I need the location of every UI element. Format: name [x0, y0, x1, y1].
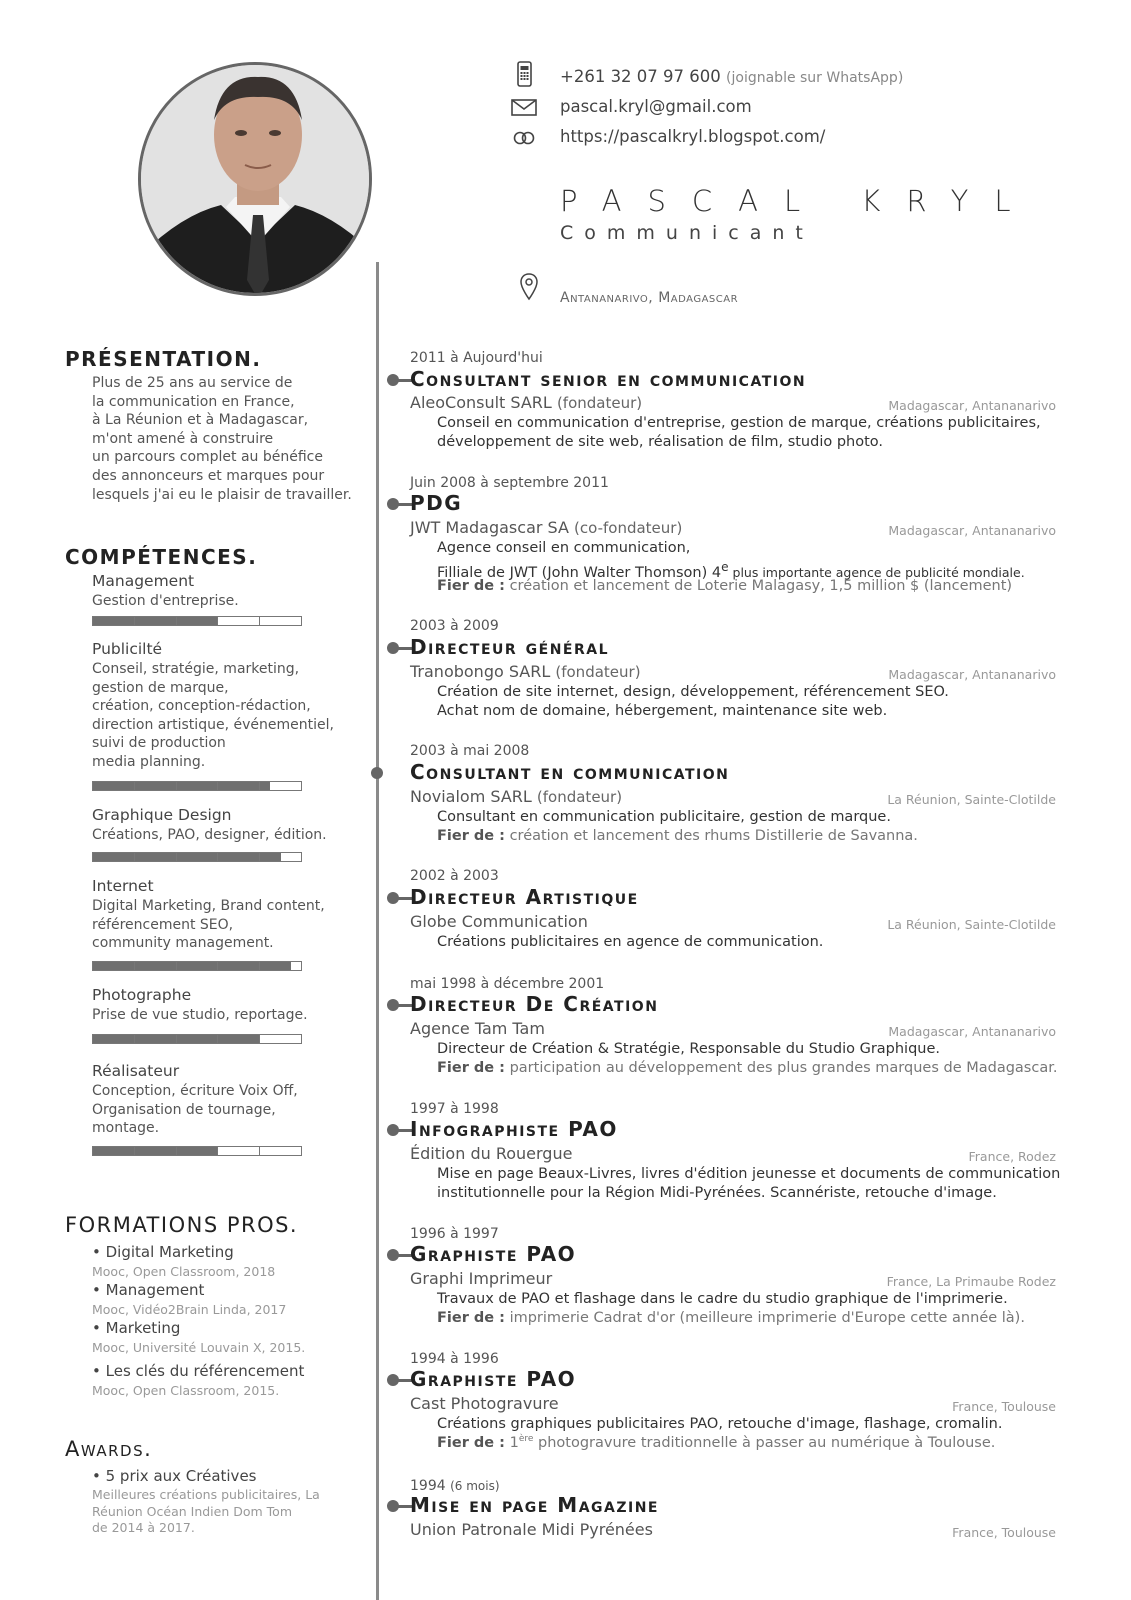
- exp-company: Graphi Imprimeur: [410, 1269, 553, 1288]
- exp-desc: Directeur de Création & Stratégie, Responsable du Studio Graphique.: [437, 1041, 941, 1057]
- exp-place: La Réunion, Sainte-Clotilde: [887, 792, 1056, 807]
- exp-title: Graphiste PAO: [410, 1367, 577, 1391]
- exp-place: France, Toulouse: [952, 1525, 1056, 1540]
- exp-date: 1994 (6 mois): [410, 1478, 500, 1494]
- location-pin-icon: [519, 272, 539, 306]
- skill-bar-fill: [177, 853, 218, 861]
- person-name: PASCAL KRYL: [560, 184, 1037, 218]
- exp-proud: Fier de : 1ère photogravure traditionnelle à passer au numérique à Toulouse.: [437, 1434, 996, 1451]
- profile-photo: [138, 62, 372, 296]
- exp-place: France, La Primaube Rodez: [886, 1274, 1056, 1289]
- skill-desc: Prise de vue studio, reportage.: [92, 1007, 308, 1023]
- skill-bar-segment: [93, 853, 135, 861]
- skill-title: Réalisateur: [92, 1062, 180, 1080]
- skill-bar-segment: [135, 1147, 177, 1155]
- exp-desc: Agence conseil en communication, Filliale de JWT (John Walter Thomson) 4e plus importante agence de publicité mondiale.: [437, 540, 1025, 581]
- skill-bar-fill: [177, 1147, 218, 1155]
- exp-title: Directeur Artistique: [410, 885, 639, 909]
- skill-bar-fill: [135, 1035, 176, 1043]
- skill-bar-segment: [218, 853, 260, 861]
- skill-desc: Conception, écriture Voix Off, Organisation de tournage, montage.: [92, 1083, 298, 1137]
- skill-title: Publicilté: [92, 640, 163, 658]
- exp-proud: Fier de : participation au développement des plus grandes marques de Madagascar.: [437, 1060, 1058, 1076]
- award-sub: Meilleures créations publicitaires, La Réunion Océan Indien Dom Tom de 2014 à 2017.: [92, 1487, 320, 1535]
- website-link[interactable]: https://pascalkryl.blogspot.com/: [560, 127, 826, 146]
- skill-level-bar: [92, 852, 302, 862]
- exp-place: France, Rodez: [968, 1149, 1056, 1164]
- exp-title: Mise en page Magazine: [410, 1493, 659, 1517]
- skill-bar-fill: [177, 962, 218, 970]
- skill-bar-fill: [93, 617, 134, 625]
- skill-bar-fill: [93, 1147, 134, 1155]
- phone-note: (joignable sur WhatsApp): [726, 70, 904, 86]
- skill-bar-fill: [218, 962, 259, 970]
- skill-title: Management: [92, 572, 195, 590]
- skill-bar-fill: [260, 962, 291, 970]
- skill-bar-segment: [260, 782, 301, 790]
- exp-company: Novialom SARL (fondateur): [410, 787, 623, 806]
- skill-bar-fill: [177, 617, 218, 625]
- skill-bar-fill: [93, 853, 134, 861]
- skill-level-bar: [92, 781, 302, 791]
- skill-bar-segment: [177, 1147, 219, 1155]
- exp-title: Consultant en communication: [410, 760, 730, 784]
- timeline-line: [376, 262, 379, 1600]
- skill-bar-segment: [177, 782, 219, 790]
- skill-bar-segment: [218, 1147, 260, 1155]
- skill-bar-fill: [93, 1035, 134, 1043]
- awards-heading: Awards.: [65, 1437, 153, 1461]
- skill-title: Graphique Design: [92, 806, 232, 824]
- exp-proud: Fier de : création et lancement de Loterie Malagasy, 1,5 million $ (lancement): [437, 578, 1013, 594]
- mail-icon: [510, 98, 538, 122]
- skill-bar-fill: [218, 853, 259, 861]
- skill-bar-segment: [260, 962, 301, 970]
- formation-item: • Management: [92, 1281, 205, 1299]
- skill-bar-segment: [135, 853, 177, 861]
- exp-company: AleoConsult SARL (fondateur): [410, 393, 643, 412]
- skill-bar-segment: [260, 853, 301, 861]
- formation-sub: Mooc, Open Classroom, 2018: [92, 1264, 276, 1279]
- phone-contact: [560, 67, 903, 86]
- exp-title: PDG: [410, 491, 463, 515]
- skill-title: Photographe: [92, 986, 192, 1004]
- skill-bar-fill: [177, 782, 218, 790]
- skill-desc: Gestion d'entreprise.: [92, 593, 239, 609]
- skill-bar-fill: [93, 782, 134, 790]
- skill-desc: Créations, PAO, designer, édition.: [92, 827, 327, 843]
- exp-place: France, Toulouse: [952, 1399, 1056, 1414]
- email-link[interactable]: pascal.kryl@gmail.com: [560, 97, 752, 116]
- formation-item: • Marketing: [92, 1319, 181, 1337]
- formation-item: • Digital Marketing: [92, 1243, 234, 1261]
- portrait-illustration: [141, 65, 372, 296]
- exp-company: Édition du Rouergue: [410, 1144, 573, 1163]
- link-icon: [510, 130, 538, 154]
- skill-bar-segment: [135, 962, 177, 970]
- exp-title: Directeur général: [410, 635, 610, 659]
- formations-heading: FORMATIONS PROS.: [65, 1213, 299, 1237]
- skill-bar-fill: [260, 782, 270, 790]
- skill-bar-segment: [93, 1035, 135, 1043]
- skill-bar-segment: [135, 782, 177, 790]
- exp-title: Graphiste PAO: [410, 1242, 577, 1266]
- exp-desc: Conseil en communication d'entreprise, gestion de marque, créations publicitaires, développement de site web, réalisation de film, studio photo.: [437, 415, 1041, 450]
- phone-icon: [510, 61, 538, 85]
- skill-bar-segment: [177, 1035, 219, 1043]
- exp-date: Juin 2008 à septembre 2011: [410, 475, 609, 491]
- exp-date: 2003 à 2009: [410, 618, 499, 634]
- skill-bar-segment: [93, 1147, 135, 1155]
- skill-bar-fill: [135, 617, 176, 625]
- skill-bar-fill: [218, 782, 259, 790]
- exp-place: Madagascar, Antananarivo: [888, 523, 1056, 538]
- skills-heading: COMPÉTENCES.: [65, 545, 258, 569]
- exp-desc: Création de site internet, design, développement, référencement SEO. Achat nom de domaine, hébergement, maintenance site web.: [437, 684, 949, 719]
- skill-bar-fill: [135, 853, 176, 861]
- skill-bar-fill: [177, 1035, 218, 1043]
- skill-bar-segment: [177, 962, 219, 970]
- skill-bar-segment: [177, 617, 219, 625]
- exp-date: 2002 à 2003: [410, 868, 499, 884]
- exp-date: 1994 à 1996: [410, 1351, 499, 1367]
- skill-bar-segment: [218, 617, 260, 625]
- skill-title: Internet: [92, 877, 154, 895]
- exp-place: La Réunion, Sainte-Clotilde: [887, 917, 1056, 932]
- phone-number[interactable]: +261 32 07 97 600: [560, 67, 721, 86]
- presentation-heading: PRÉSENTATION.: [65, 347, 262, 371]
- exp-place: Madagascar, Antananarivo: [888, 667, 1056, 682]
- skill-bar-segment: [260, 617, 301, 625]
- skill-bar-fill: [93, 962, 134, 970]
- skill-bar-segment: [135, 617, 177, 625]
- skill-bar-segment: [93, 782, 135, 790]
- skill-desc: Digital Marketing, Brand content, référencement SEO, community management.: [92, 898, 325, 952]
- skill-bar-fill: [218, 1035, 259, 1043]
- award-item: • 5 prix aux Créatives: [92, 1467, 257, 1485]
- exp-desc: Créations graphiques publicitaires PAO, retouche d'image, flashage, cromalin.: [437, 1416, 1003, 1432]
- exp-company: Tranobongo SARL (fondateur): [410, 662, 641, 681]
- exp-place: Madagascar, Antananarivo: [888, 398, 1056, 413]
- skill-level-bar: [92, 961, 302, 971]
- skill-bar-segment: [218, 1035, 260, 1043]
- skill-bar-fill: [135, 962, 176, 970]
- skill-bar-segment: [177, 853, 219, 861]
- exp-title: Infographiste PAO: [410, 1117, 618, 1141]
- exp-title: Directeur De Création: [410, 992, 659, 1016]
- exp-company: Globe Communication: [410, 912, 588, 931]
- skill-level-bar: [92, 1034, 302, 1044]
- skill-level-bar: [92, 616, 302, 626]
- exp-desc: Mise en page Beaux-Livres, livres d'édition jeunesse et documents de communication institutionnelle pour la Région Midi-Pyrénées. Scannériste, retouche d'image.: [437, 1166, 1061, 1201]
- exp-place: Madagascar, Antananarivo: [888, 1024, 1056, 1039]
- location-text: Antananarivo, Madagascar: [560, 290, 739, 306]
- skill-bar-fill: [260, 853, 280, 861]
- skill-bar-fill: [135, 1147, 176, 1155]
- timeline-dot: [371, 767, 383, 779]
- exp-proud: Fier de : création et lancement des rhums Distillerie de Savanna.: [437, 828, 918, 844]
- exp-title: Consultant senior en communication: [410, 367, 807, 391]
- skill-bar-segment: [93, 962, 135, 970]
- skill-desc: Conseil, stratégie, marketing, gestion de marque, création, conception-rédaction, direction artistique, événementiel, suivi de production media planning.: [92, 661, 334, 770]
- skill-bar-segment: [135, 1035, 177, 1043]
- skill-bar-segment: [218, 782, 260, 790]
- formation-sub: Mooc, Vidéo2Brain Linda, 2017: [92, 1302, 287, 1317]
- exp-company: Union Patronale Midi Pyrénées: [410, 1520, 653, 1539]
- exp-company: Cast Photogravure: [410, 1394, 559, 1413]
- presentation-text: Plus de 25 ans au service de la communication en France, à La Réunion et à Madagascar, m'ont amené à construire un parcours complet au bénéfice des annonceurs et marques pour lesquels j'ai eu le plaisir de travailler.: [92, 375, 352, 503]
- skill-bar-segment: [93, 617, 135, 625]
- exp-date: mai 1998 à décembre 2001: [410, 976, 605, 992]
- formation-sub: Mooc, Université Louvain X, 2015.: [92, 1340, 306, 1355]
- skill-bar-segment: [260, 1035, 301, 1043]
- exp-date: 1997 à 1998: [410, 1101, 499, 1117]
- exp-company: Agence Tam Tam: [410, 1019, 545, 1038]
- exp-date: 2003 à mai 2008: [410, 743, 530, 759]
- person-role: Communicant: [560, 222, 814, 244]
- exp-proud: Fier de : imprimerie Cadrat d'or (meilleure imprimerie d'Europe cette année là).: [437, 1310, 1025, 1326]
- exp-date: 1996 à 1997: [410, 1226, 499, 1242]
- skill-bar-segment: [260, 1147, 301, 1155]
- skill-bar-fill: [135, 782, 176, 790]
- formation-sub: Mooc, Open Classroom, 2015.: [92, 1383, 280, 1398]
- exp-company: JWT Madagascar SA (co-fondateur): [410, 518, 683, 537]
- exp-date: 2011 à Aujourd'hui: [410, 350, 543, 366]
- formation-item: • Les clés du référencement: [92, 1362, 305, 1380]
- skill-bar-segment: [218, 962, 260, 970]
- exp-desc: Créations publicitaires en agence de communication.: [437, 934, 824, 950]
- exp-desc: Travaux de PAO et flashage dans le cadre du studio graphique de l'imprimerie.: [437, 1291, 1008, 1307]
- skill-level-bar: [92, 1146, 302, 1156]
- exp-desc: Consultant en communication publicitaire, gestion de marque.: [437, 809, 891, 825]
